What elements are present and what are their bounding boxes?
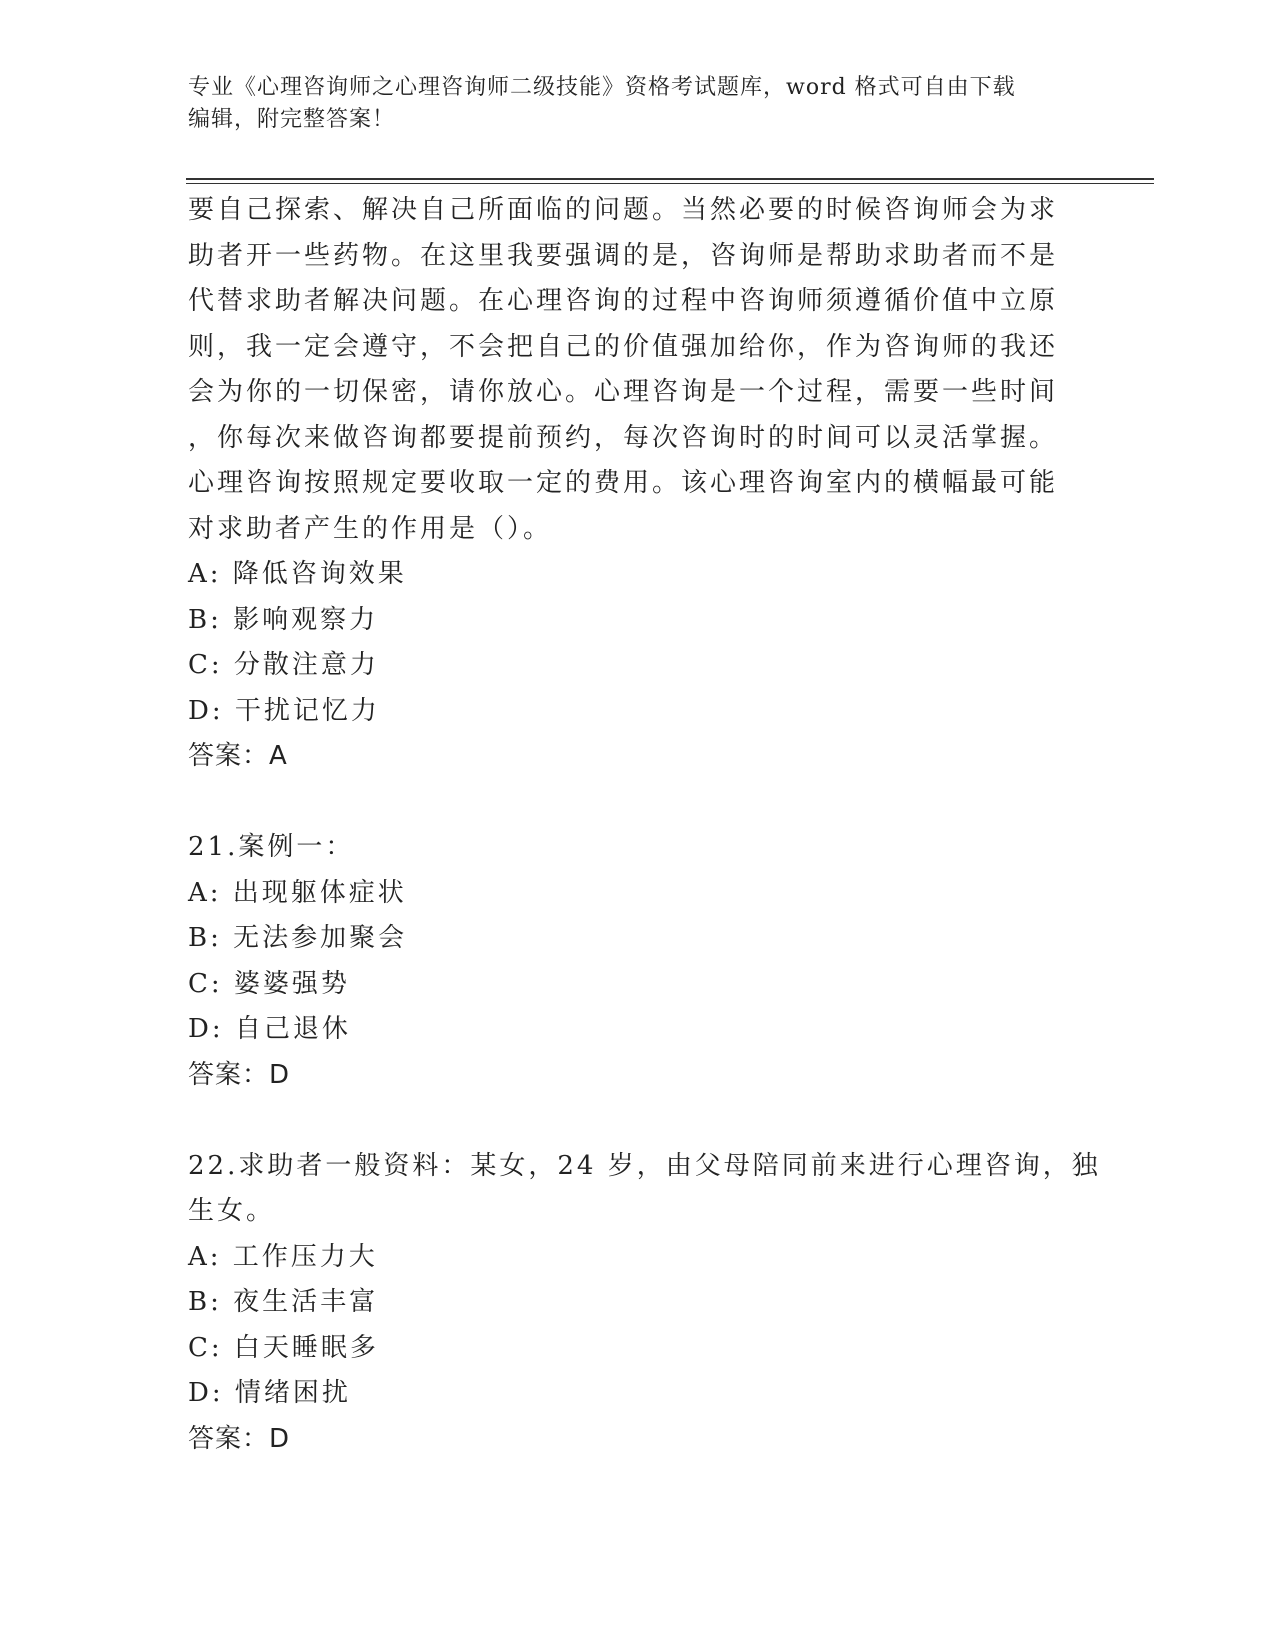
option-b: B: 影响观察力 xyxy=(188,604,379,635)
option-d: D: 情绪困扰 xyxy=(188,1378,351,1408)
option-a: A: 出现躯体症状 xyxy=(188,877,407,908)
answer: 答案：D xyxy=(188,1423,291,1454)
question-text-line: 心理咨询按照规定要收取一定的费用。该心理咨询室内的横幅最可能 xyxy=(188,468,1059,498)
answer: 答案：D xyxy=(188,1059,291,1090)
question-22 xyxy=(188,1144,1101,1463)
question-content xyxy=(188,188,1101,1462)
question-text-line: 22.求助者一般资料：某女，24 岁，由父母陪同前来进行心理咨询，独 xyxy=(188,1150,1101,1181)
option-b: B: 无法参加聚会 xyxy=(188,923,408,953)
header-rule-thick xyxy=(186,178,1154,180)
question-20 xyxy=(188,188,1088,780)
option-c: C: 婆婆强势 xyxy=(188,968,350,999)
question-text-line: ，你每次来做咨询都要提前预约，每次咨询时的时间可以灵活掌握。 xyxy=(188,422,1059,453)
option-b: B: 夜生活丰富 xyxy=(188,1287,379,1317)
question-text-line: 生女。 xyxy=(188,1196,276,1226)
option-c: C: 白天睡眠多 xyxy=(188,1332,379,1363)
header-line-2: 编辑，附完整答案！ xyxy=(188,107,396,132)
question-text-line: 对求助者产生的作用是（）。 xyxy=(188,513,553,544)
question-text-line: 代替求助者解决问题。在心理咨询的过程中咨询师须遵循价值中立原 xyxy=(188,286,1059,316)
option-d: D: 自己退休 xyxy=(188,1014,351,1044)
question-text-line: 会为你的一切保密，请你放心。心理咨询是一个过程，需要一些时间 xyxy=(188,377,1059,407)
question-text-line: 21.案例一： xyxy=(188,832,355,862)
option-a: A: 工作压力大 xyxy=(188,1241,378,1272)
answer: 答案：A xyxy=(188,741,288,771)
question-21 xyxy=(188,825,1088,1098)
option-a: A: 降低咨询效果 xyxy=(188,559,407,589)
question-text-line: 助者开一些药物。在这里我要强调的是，咨询师是帮助求助者而不是 xyxy=(188,240,1059,271)
question-text-line: 要自己探索、解决自己所面临的问题。当然必要的时候咨询师会为求 xyxy=(188,195,1059,225)
header-rule-thin xyxy=(186,183,1154,184)
question-text-line: 则，我一定会遵守，不会把自己的价值强加给你，作为咨询师的我还 xyxy=(188,331,1059,362)
option-d: D: 干扰记忆力 xyxy=(188,695,380,726)
header-line-1: 专业《心理咨询师之心理咨询师二级技能》资格考试题库，word 格式可自由下载 xyxy=(188,75,1016,100)
document-header xyxy=(188,72,1088,136)
option-c: C: 分散注意力 xyxy=(188,650,379,680)
